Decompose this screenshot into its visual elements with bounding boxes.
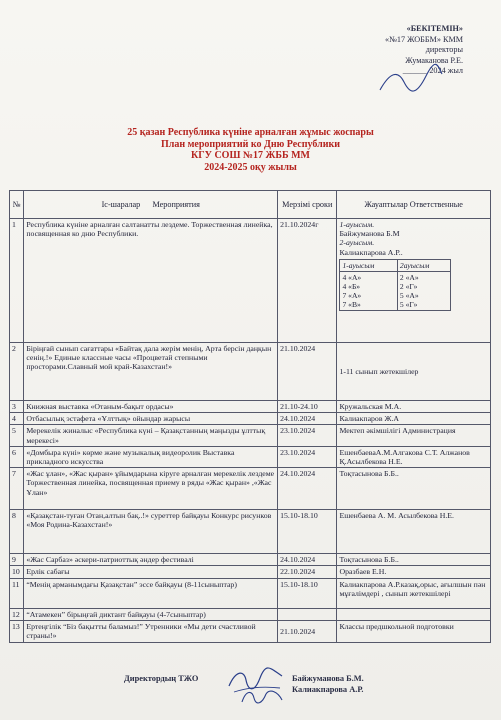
- row-event: Біріңғай сынып сағаттары «Байтақ дала жерім менің, Арта берсін даңқын сенің.!» Единые классные часы «Процветай степными просторами.Славный мой край-Казахстан!»: [24, 343, 278, 401]
- director-label: Директордың ТЖО: [124, 674, 199, 683]
- approval-line-2: директоры: [425, 45, 463, 54]
- row-event: «Домбыра күні» көрме және музыкалық видеоролик Выставка прикладного искусства: [24, 446, 278, 467]
- row-event: «Жас ұлан», «Жас қыран» ұйымдарына кіруге арналған мерекелік лездеме Торжественная линейка, посвященная приему в ряды «Жас қыран» ,«Жас Ұлан»: [24, 468, 278, 510]
- row-no: 7: [10, 468, 24, 510]
- approval-line-3: Жумаканова Р.Е.: [405, 55, 463, 65]
- header-resp: Жауаптылар Ответственные: [337, 191, 491, 219]
- plan-table: [9, 190, 491, 643]
- row-date: 21.10.2024: [278, 620, 337, 642]
- row-resp: 1-11 сынып жетекшілер: [337, 343, 491, 401]
- row-date: 15.10-18.10: [278, 578, 337, 608]
- row-resp: Кружальская М.А.: [337, 401, 491, 413]
- shift-head-1: 1-ауысым: [340, 259, 397, 271]
- row-resp: Тоқтасынова Б.Б..: [337, 554, 491, 566]
- heading-line-4: 2024-2025 оқу жылы: [204, 161, 297, 173]
- class-item: 2 «А»: [399, 272, 419, 282]
- row-event: “Менің арманымдағы Қазақстан” эссе байқауы (8-11сыныптар): [24, 578, 278, 608]
- signatory-name-1: Байжуманова Б.М.: [292, 674, 364, 683]
- row-resp: Ешенбаева А. М. Асылбекова Н.Е.: [337, 510, 491, 554]
- row-resp: Оразбаев Е.Н.: [337, 566, 491, 578]
- table-row: [10, 425, 491, 446]
- row-event: «Жас Сарбаз» әскери-патриоттық әндер фестивалі: [24, 554, 278, 566]
- row-date: 21.10.2024: [278, 343, 337, 401]
- class-item: 4 «А»: [342, 272, 362, 282]
- row-no: 3: [10, 401, 24, 413]
- row-resp: [337, 608, 491, 620]
- row-date: [278, 608, 337, 620]
- class-item: 7 «А»: [342, 290, 362, 300]
- row-date: 23.10.2024: [278, 425, 337, 446]
- row-date: 22.10.2024: [278, 566, 337, 578]
- row-no: 2: [10, 343, 24, 401]
- shift2-label: 2-ауысым.: [339, 238, 375, 248]
- shift-head-2: 2ауысым: [397, 259, 451, 271]
- row-date: 15.10-18.10: [278, 510, 337, 554]
- class-item: 2 «Г»: [399, 281, 418, 291]
- row-event: Отбасылық эстафета «Ұлттық» ойындар жарысы: [24, 413, 278, 425]
- signature-mark-3: [376, 62, 446, 102]
- row-resp: [337, 219, 491, 343]
- row-resp: Мектеп әкімшілігі Администрация: [337, 425, 491, 446]
- approval-line-1: «№17 ЖОББМ» КММ: [384, 34, 463, 44]
- shift2-name: Калиакпарова А.Р..: [339, 247, 403, 257]
- row-resp: Калиакпаров Ж.А: [337, 413, 491, 425]
- table-row: [10, 578, 491, 608]
- table-row: [10, 219, 491, 343]
- row-no: 6: [10, 446, 24, 467]
- header-event-kz: Іс-шаралар: [101, 199, 141, 209]
- signatory-name-2: Калиакпарова А.Р.: [292, 685, 364, 694]
- class-item: 5 «Г»: [399, 299, 418, 309]
- row-no: 13: [10, 620, 24, 642]
- table-row: [10, 608, 491, 620]
- shift-class-table: [339, 259, 451, 311]
- document-heading: [0, 127, 501, 173]
- row-event: Республика күніне арналған салтанатты лездеме. Торжественная линейка, посвященная ко дню Республики.: [24, 219, 278, 343]
- row-date: 24.10.2024: [278, 468, 337, 510]
- row-event: «Қазақстан-туған Отан,алтын бақ..!» суреттер байқауы Конкурс рисунков «Моя Родина-Казахстан!»: [24, 510, 278, 554]
- row-no: 12: [10, 608, 24, 620]
- row-no: 11: [10, 578, 24, 608]
- heading-line-1: 25 қазан Республика күніне арналған жұмыс жоспары: [127, 127, 374, 138]
- signature-mark-2: [238, 686, 286, 710]
- row-date: 23.10.2024: [278, 446, 337, 467]
- header-event-ru: Мероприятия: [152, 199, 200, 209]
- table-row: [10, 468, 491, 510]
- shift-col-2: [397, 271, 451, 310]
- row-no: 10: [10, 566, 24, 578]
- table-row: [10, 510, 491, 554]
- class-item: 7 «В»: [342, 299, 361, 309]
- table-row: [10, 401, 491, 413]
- class-item: 5 «А»: [399, 290, 419, 300]
- row-event: Книжная выставка «Отаным-бақыт ордасы»: [24, 401, 278, 413]
- row-no: 9: [10, 554, 24, 566]
- row-date: 24.10.2024: [278, 413, 337, 425]
- row-no: 8: [10, 510, 24, 554]
- heading-line-3: КГУ СОШ №17 ЖББ ММ: [191, 150, 310, 162]
- row-date: 21.10-24.10: [278, 401, 337, 413]
- shift1-name: Байжуманова Б.М: [339, 229, 400, 239]
- table-row: [10, 554, 491, 566]
- table-row: [10, 343, 491, 401]
- row-resp: ЕшенбаеваА.М.Алгакова С.Т. Алжанов Қ.Асылбекова Н.Е.: [337, 446, 491, 467]
- class-item: 4 «Б»: [342, 281, 361, 291]
- table-row: [10, 446, 491, 467]
- heading-line-2: План мероприятий ко Дню Республики: [160, 138, 341, 150]
- row-date: 24.10.2024: [278, 554, 337, 566]
- table-row: [10, 566, 491, 578]
- shift1-label: 1-ауысым.: [339, 220, 375, 229]
- approval-title: «БЕКІТЕМІН»: [406, 24, 463, 33]
- table-header-row: [10, 191, 491, 219]
- row-resp: Калиакпарова А.Р.казақ,орыс, ағылшын пән мұғалімдері , сынып жетекшілері: [337, 578, 491, 608]
- row-no: 4: [10, 413, 24, 425]
- row-event: “Атамекен” бірыңғай диктант байқауы (4-7сыныптар): [24, 608, 278, 620]
- header-date: Мерзімі сроки: [278, 191, 337, 219]
- shift-col-1: [340, 271, 397, 310]
- table-row: [10, 620, 491, 642]
- header-no: №: [10, 191, 24, 219]
- header-event: [24, 191, 278, 219]
- row-event: Ерлік сабағы: [24, 566, 278, 578]
- row-event: Ертеңгілік “Біз бақытты баламыз!” Утренники «Мы дети счастливой страны!»: [24, 620, 278, 642]
- table-row: [10, 413, 491, 425]
- row-event: Мерекелік жиналыс «Республика күні – Қазақстанның маңызды ұлттық мерекесі»: [24, 425, 278, 446]
- row-resp: Классы предшкольной подготовки: [337, 620, 491, 642]
- approval-line-4: ______ 2024 жыл: [402, 66, 463, 75]
- row-no: 5: [10, 425, 24, 446]
- row-date: 21.10.2024г: [278, 219, 337, 343]
- row-no: 1: [10, 219, 24, 343]
- row-resp: Тоқтасынова Б.Б..: [337, 468, 491, 510]
